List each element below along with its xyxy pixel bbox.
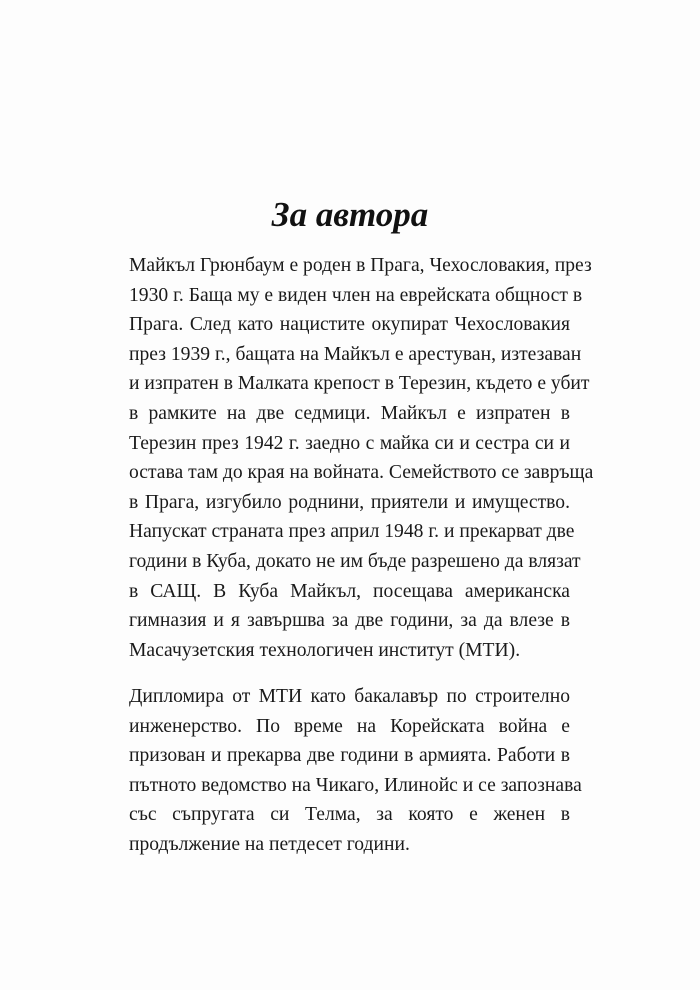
text-line: със съпругата си Телма, за която е женен в: [129, 804, 570, 826]
text-line: Майкъл Грюнбаум е роден в Прага, Чехословакия, през: [129, 255, 592, 276]
text-line: в Прага, изгубило роднини, приятели и имущество.: [129, 491, 570, 513]
text-line: в САЩ. В Куба Майкъл, посещава американска: [129, 580, 570, 602]
text-line: Напускат страната през април 1948 г. и прекарват две: [129, 521, 575, 543]
text-line: и изпратен в Малката крепост в Терезин, където е убит: [129, 373, 590, 395]
text-line: 1930 г. Баща му е виден член на еврейската общност в: [129, 284, 583, 306]
text-line: пътното ведомство на Чикаго, Илинойс и се запознава: [129, 774, 582, 796]
text-line: остава там до края на войната. Семейството се завръща: [129, 462, 594, 484]
page-title: За автора: [271, 195, 429, 234]
text-line: инженерство. По време на Корейската война е: [129, 715, 570, 737]
text-line: Масачузетския технологичен институт (МТИ).: [129, 639, 521, 661]
text-line: през 1939 г., бащата на Майкъл е арестуван, изтезаван: [129, 343, 582, 365]
text-line: призован и прекарва две години в армията. Работи в: [129, 745, 570, 767]
text-line: Дипломира от МТИ като бакалавър по строително: [129, 686, 570, 707]
text-line: Прага. След като нацистите окупират Чехословакия: [129, 314, 570, 336]
paragraph-biography-early-life: [129, 251, 594, 665]
paragraph-biography-career: [129, 682, 582, 860]
text-line: продължение на петдесет години.: [129, 833, 410, 855]
text-line: години в Куба, докато не им бъде разрешено да влязат: [129, 550, 581, 572]
text-line: гимназия и я завършва за две години, за да влезе в: [129, 610, 570, 632]
text-line: Терезин през 1942 г. заедно с майка си и сестра си и: [129, 432, 570, 454]
text-line: в рамките на две седмици. Майкъл е изпратен в: [129, 402, 570, 424]
